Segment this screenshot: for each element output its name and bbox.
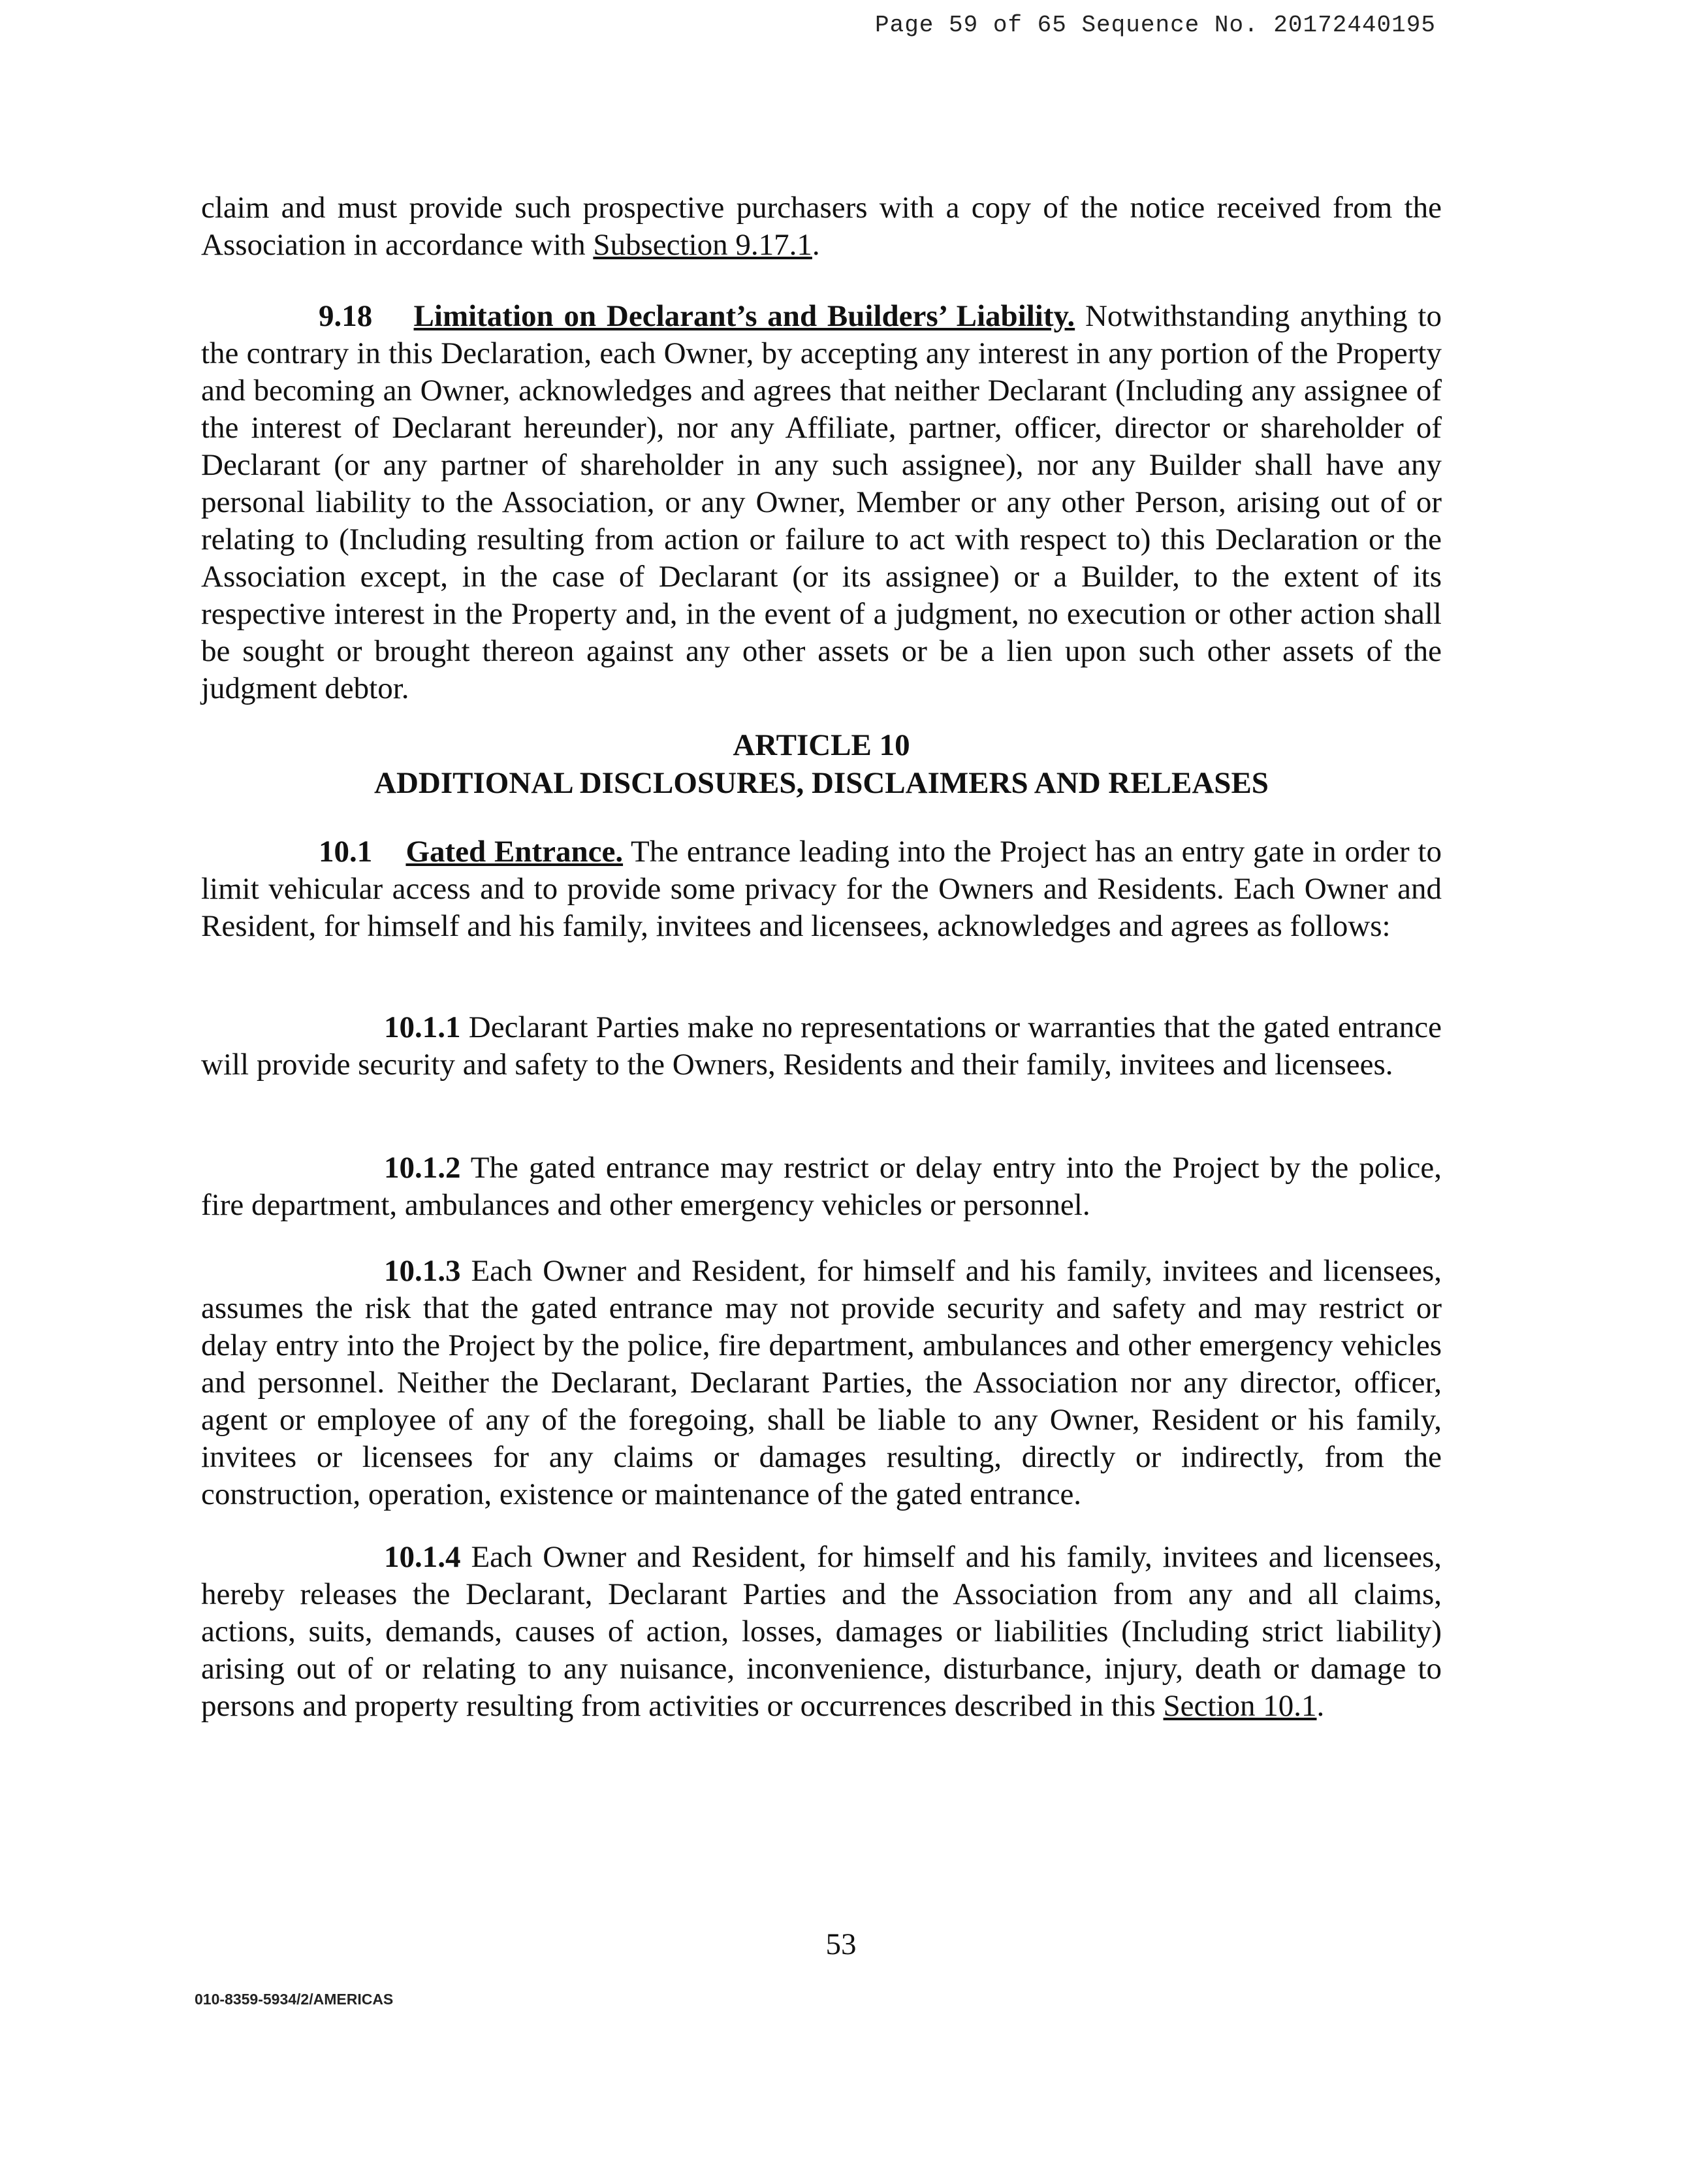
subsection-reference: Subsection 9.17.1 bbox=[593, 228, 812, 262]
section-reference: Section 10.1 bbox=[1163, 1689, 1317, 1723]
section-text: Each Owner and Resident, for himself and his family, invitees and licensees, hereby releases the Declarant, Declarant Parties and the Association from any and all claims, actions, suits, demands, causes of action, losses, damages or liabilities (Including strict liability) arising out of or relating to any nuisance, inconvenience, disturbance, injury, death or damage to persons and property resulting from activities or occurrences described in this bbox=[201, 1540, 1442, 1723]
section-text: The entrance leading into the Project has an entry gate in order to limit vehicular access and to provide some privacy for the Owners and Residents. Each Owner and Resident, for himself and his family, invitees and licensees, acknowledges and agrees as follows: bbox=[201, 835, 1442, 943]
paragraph-end: . bbox=[1316, 1689, 1325, 1723]
section-10-1-4 bbox=[201, 1539, 1442, 1725]
paragraph-text: claim and must provide such prospective purchasers with a copy of the notice received from the Association in accordance with bbox=[201, 191, 1442, 262]
continued-paragraph bbox=[201, 189, 1442, 264]
article-title: ARTICLE 10 bbox=[733, 728, 910, 762]
section-number: 10.1 bbox=[319, 835, 373, 869]
section-text: Declarant Parties make no representations or warranties that the gated entrance will provide security and safety to the Owners, Residents and their family, invitees and licensees. bbox=[201, 1010, 1442, 1082]
section-text: Each Owner and Resident, for himself and his family, invitees and licensees, assumes the risk that the gated entrance may not provide security and safety and may restrict or delay entry into the Project by the police, fire department, ambulances and other emergency vehicles and personnel. Neither the Declarant, Declarant Parties, the Association nor any director, officer, agent or employee of any of the foregoing, shall be liable to any Owner, Resident or his family, invitees or licensees for any claims or damages resulting, directly or indirectly, from the construction, operation, existence or maintenance of the gated entrance. bbox=[201, 1254, 1442, 1511]
section-text: Notwithstanding anything to the contrary in this Declaration, each Owner, by accepting any interest in any portion of the Property and becoming an Owner, acknowledges and agrees that neither Declarant (Including any assignee of the interest of Declarant hereunder), nor any Affiliate, partner, officer, director or shareholder of Declarant (or any partner of shareholder in any such assignee), nor any Builder shall have any personal liability to the Association, or any Owner, Member or any other Person, arising out of or relating to (Including resulting from action or failure to act with respect to) this Declaration or the Association except, in the case of Declarant (or its assignee) or a Builder, to the extent of its respective interest in the Property and, in the event of a judgment, no execution or other action shall be sought or brought thereon against any other assets or be a lien upon such other assets of the judgment debtor. bbox=[201, 299, 1442, 705]
page-sequence-stamp: Page 59 of 65 Sequence No. 20172440195 bbox=[875, 12, 1436, 39]
section-heading: Limitation on Declarant’s and Builders’ Liability. bbox=[413, 299, 1075, 333]
paragraph-end: . bbox=[812, 228, 820, 262]
section-number: 10.1.2 bbox=[384, 1151, 461, 1185]
section-number: 10.1.1 bbox=[384, 1010, 461, 1044]
section-number: 9.18 bbox=[319, 299, 373, 333]
section-10-1-3 bbox=[201, 1253, 1442, 1513]
page-number: 53 bbox=[825, 1927, 857, 1961]
document-id: 010-8359-5934/2/AMERICAS bbox=[195, 1991, 394, 2008]
section-10-1 bbox=[201, 833, 1442, 945]
article-heading bbox=[201, 726, 1442, 802]
section-10-1-1 bbox=[201, 1009, 1442, 1084]
section-9-18 bbox=[201, 298, 1442, 707]
section-10-1-2 bbox=[201, 1149, 1442, 1224]
section-heading: Gated Entrance. bbox=[405, 835, 624, 869]
section-number: 10.1.4 bbox=[384, 1540, 461, 1574]
section-number: 10.1.3 bbox=[384, 1254, 461, 1288]
section-text: The gated entrance may restrict or delay entry into the Project by the police, fire department, ambulances and other emergency vehicles or personnel. bbox=[201, 1151, 1442, 1222]
article-subtitle: ADDITIONAL DISCLOSURES, DISCLAIMERS AND RELEASES bbox=[374, 766, 1269, 800]
